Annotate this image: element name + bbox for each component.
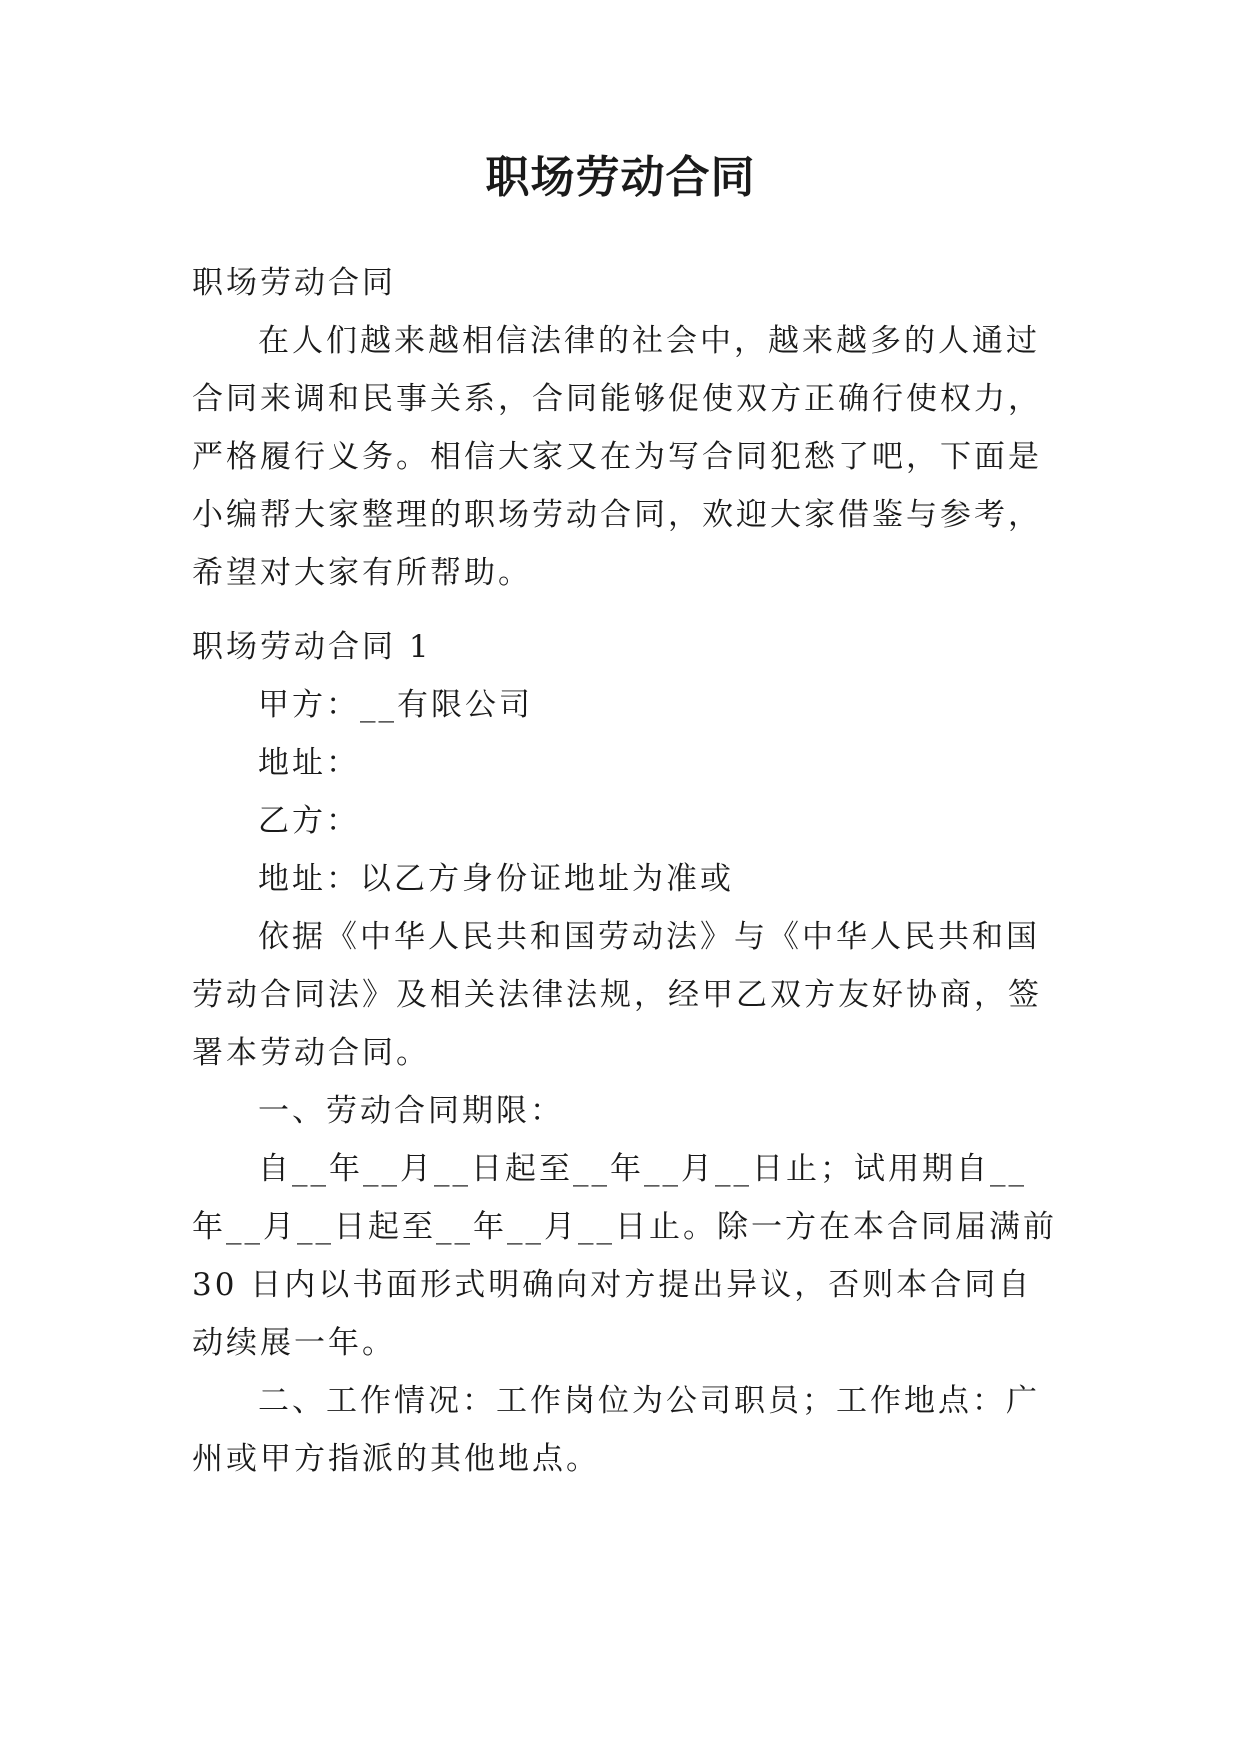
document-title: 职场劳动合同 bbox=[485, 152, 756, 203]
intro-heading: 职场劳动合同 bbox=[192, 265, 396, 301]
party-a-address-line: 地址： bbox=[258, 745, 360, 781]
legal-basis-paragraph: 依据《中华人民共和国劳动法》与《中华人民共和国劳动合同法》及相关法律法规，经甲乙双方友好协商，签署本劳动合同。 bbox=[192, 919, 1042, 1071]
party-a-line: 甲方：__有限公司 bbox=[258, 687, 533, 723]
party-b-line: 乙方： bbox=[258, 803, 360, 839]
section-heading: 职场劳动合同 1 bbox=[192, 629, 432, 665]
clause-2-body: 二、工作情况：工作岗位为公司职员；工作地点：广州或甲方指派的其他地点。 bbox=[192, 1383, 1040, 1477]
clause-1-heading: 一、劳动合同期限： bbox=[258, 1093, 564, 1129]
clause-1-body: 自__年__月__日起至__年__月__日止；试用期自__年__月__日起至__年__月__日止。除一方在本合同届满前 30 日内以书面形式明确向对方提出异议，否则本合同自动续展一年。 bbox=[192, 1151, 1057, 1361]
intro-paragraph: 在人们越来越相信法律的社会中，越来越多的人通过合同来调和民事关系，合同能够促使双方正确行使权力，严格履行义务。相信大家又在为写合同犯愁了吧，下面是小编帮大家整理的职场劳动合同，欢迎大家借鉴与参考，希望对大家有所帮助。 bbox=[192, 323, 1042, 591]
party-b-address-line: 地址：以乙方身份证地址为准或 bbox=[258, 861, 734, 897]
